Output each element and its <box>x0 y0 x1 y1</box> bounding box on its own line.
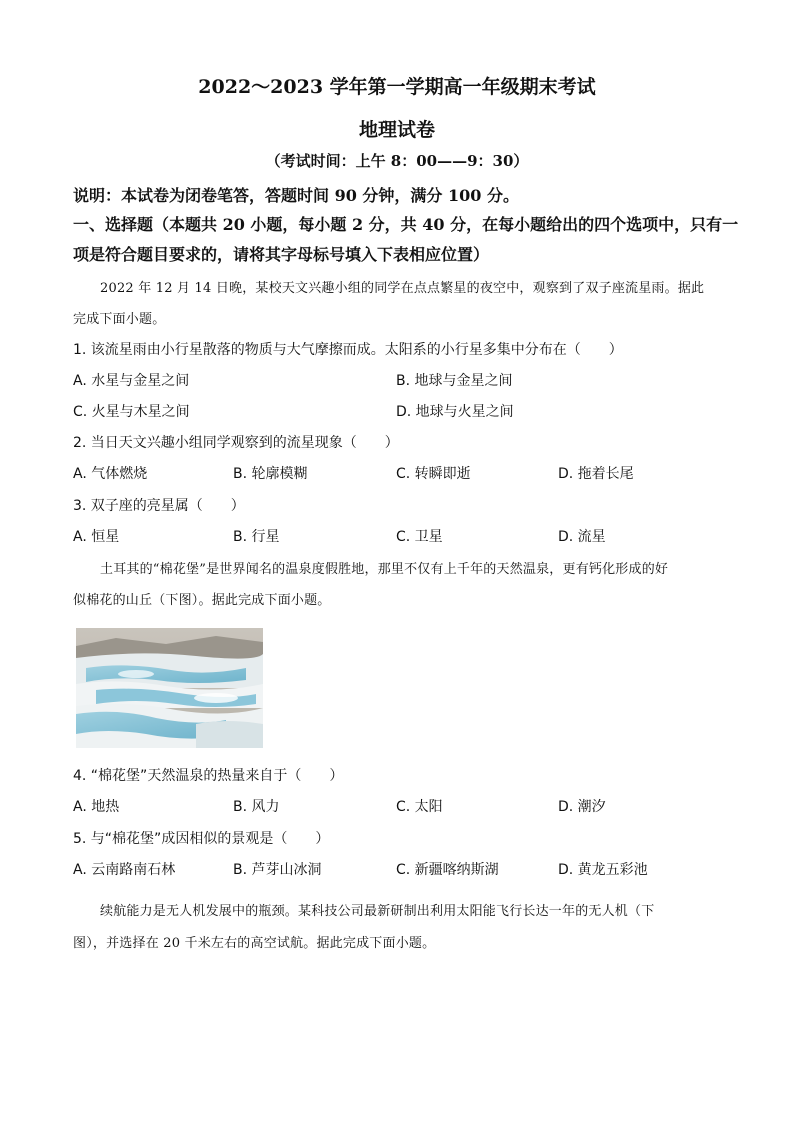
passage1-line1: 2022 年 12 月 14 日晚，某校天文兴趣小组的同学在点点繁星的夜空中，观察到了双子座流星雨。据此 <box>100 281 705 296</box>
subject-title: 地理试卷 <box>358 119 435 141</box>
question-5-option-a: A. 云南路南石林 <box>73 862 176 878</box>
question-5-stem: 5. 与“棉花堡”成因相似的景观是（ ） <box>73 831 330 847</box>
question-2-option-c: C. 转瞬即逝 <box>396 466 471 482</box>
exam-notes: 说明：本试卷为闭卷笔答，答题时间 90 分钟，满分 100 分。 <box>73 186 519 205</box>
question-5-option-d: D. 黄龙五彩池 <box>558 862 648 878</box>
question-4-option-b: B. 风力 <box>233 799 280 815</box>
exam-time: （考试时间：上午 8：00——9：30） <box>265 152 529 170</box>
question-1-option-d: D. 地球与火星之间 <box>396 404 514 420</box>
question-3-option-d: D. 流星 <box>558 529 606 545</box>
passage2-line2: 似棉花的山丘（下图）。据此完成下面小题。 <box>73 593 331 608</box>
question-1-option-b: B. 地球与金星之间 <box>396 373 513 389</box>
question-2-option-d: D. 拖着长尾 <box>558 466 634 482</box>
question-5-option-c: C. 新疆喀纳斯湖 <box>396 862 499 878</box>
question-4-option-a: A. 地热 <box>73 799 120 815</box>
question-3-option-c: C. 卫星 <box>396 529 443 545</box>
question-2-option-b: B. 轮廓模糊 <box>233 466 308 482</box>
passage3-line2: 图），并选择在 20 千米左右的高空试航。据此完成下面小题。 <box>73 936 436 951</box>
question-4-option-c: C. 太阳 <box>396 799 443 815</box>
section-instructions-line1: 一、选择题（本题共 20 小题，每小题 2 分，共 40 分，在每小题给出的四个选项中，只有一 <box>73 215 739 234</box>
question-3-stem: 3. 双子座的亮星属（ ） <box>73 498 245 514</box>
passage1-line2: 完成下面小题。 <box>73 312 166 327</box>
question-4-stem: 4. “棉花堡”天然温泉的热量来自于（ ） <box>73 768 344 784</box>
question-2-option-a: A. 气体燃烧 <box>73 466 148 482</box>
question-3-option-a: A. 恒星 <box>73 529 120 545</box>
pamukkale-photo <box>76 628 263 748</box>
question-1-stem: 1. 该流星雨由小行星散落的物质与大气摩擦而成。太阳系的小行星多集中分布在（ ） <box>73 342 623 358</box>
exam-title: 2022～2023 学年第一学期高一年级期末考试 <box>198 76 596 98</box>
question-5-option-b: B. 芦芽山冰洞 <box>233 862 322 878</box>
question-4-option-d: D. 潮汐 <box>558 799 606 815</box>
question-3-option-b: B. 行星 <box>233 529 280 545</box>
section-instructions-line2: 项是符合题目要求的，请将其字母标号填入下表相应位置） <box>73 245 490 264</box>
question-1-option-a: A. 水星与金星之间 <box>73 373 190 389</box>
passage3-line1: 续航能力是无人机发展中的瓶颈。某科技公司最新研制出利用太阳能飞行长达一年的无人机（下 <box>100 904 655 919</box>
question-1-option-c: C. 火星与木星之间 <box>73 404 190 420</box>
passage2-line1: 土耳其的“棉花堡”是世界闻名的温泉度假胜地，那里不仅有上千年的天然温泉，更有钙化形成的好 <box>100 562 669 577</box>
question-2-stem: 2. 当日天文兴趣小组同学观察到的流星现象（ ） <box>73 435 399 451</box>
